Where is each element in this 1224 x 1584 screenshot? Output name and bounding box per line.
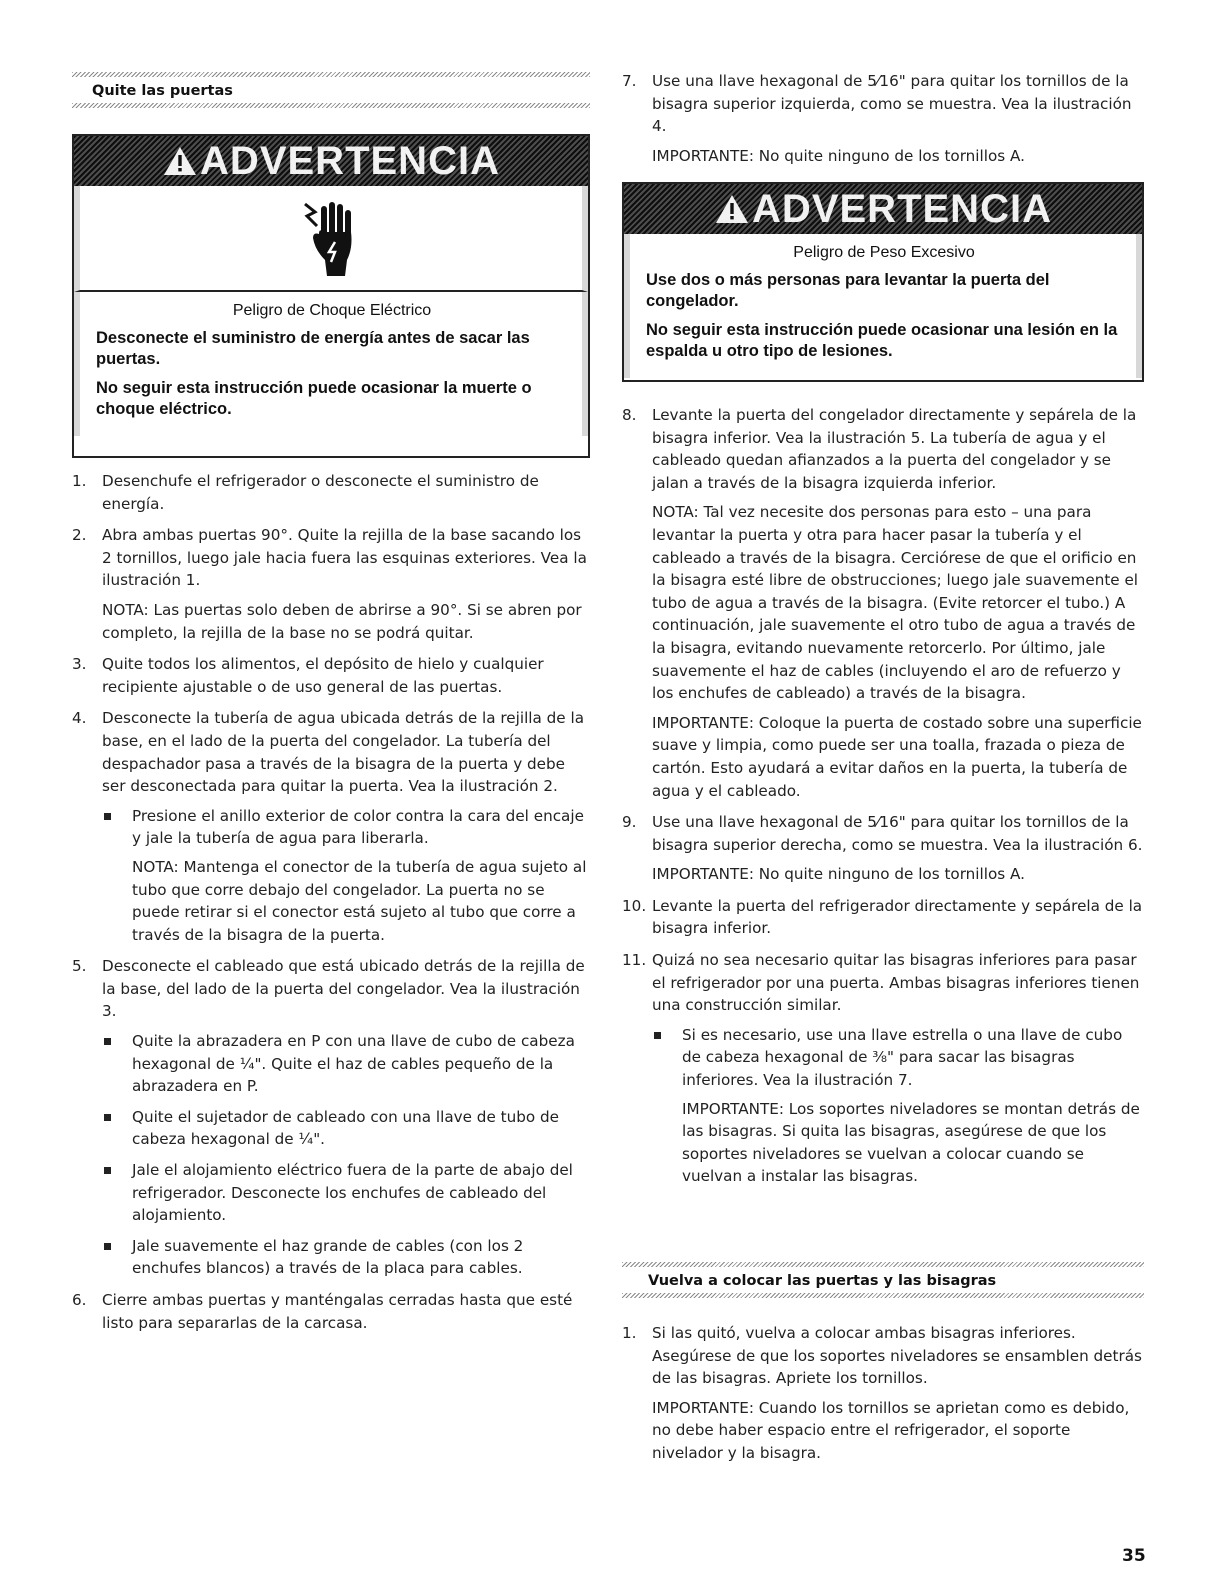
step-note: IMPORTANTE: Coloque la puerta de costado sobre una superficie suave y limpia, como puede ser una toalla, frazada o pieza de cartón. Esto ayudará a evitar daños en la puerta, la tubería de agua y el cableado. [652, 713, 1142, 800]
step-item [72, 653, 590, 698]
warning-banner-text: ADVERTENCIA [200, 138, 500, 183]
step-item [72, 955, 590, 1280]
step-item [72, 470, 590, 515]
step-text: Desconecte el cableado que está ubicado detrás de la rejilla de la base, del lado de la puerta del congelador. Vea la ilustración 3. [102, 957, 585, 1021]
bullet-item [102, 805, 590, 947]
bullet-note: IMPORTANTE: Los soportes niveladores se montan detrás de las bisagras. Si quita las bisagras, asegúrese de que los soportes niveladores se vuelvan a colocar cuando se vuelvan a instalar las bisagras. [682, 1099, 1140, 1186]
bullet-text: Quite el sujetador de cableado con una llave de tubo de cabeza hexagonal de ¼". [132, 1107, 559, 1149]
step-item [72, 1289, 590, 1334]
bullet-item [102, 1159, 590, 1227]
steps-list-left [72, 470, 590, 1343]
step-item [72, 524, 590, 644]
electric-shock-hand-icon [74, 186, 588, 292]
step-item [622, 895, 1144, 940]
step-number: 11. [622, 951, 647, 970]
step-number: 2. [72, 526, 87, 545]
bullet-list [652, 1024, 1144, 1188]
step-text: Quite todos los alimentos, el depósito de hielo y cualquier recipiente ajustable o de uso general de las puertas. [102, 655, 544, 696]
step-text: Quizá no sea necesario quitar las bisagras inferiores para pasar el refrigerador por una puerta. Ambas bisagras inferiores tienen una construcción similar. [652, 951, 1140, 1015]
steps-list-right-mid [622, 404, 1144, 1197]
step-number: 5. [72, 957, 87, 976]
step-note: NOTA: Las puertas solo deben de abrirse a 90°. Si se abren por completo, la rejilla de la base no se podrá quitar. [102, 600, 582, 642]
step-item [622, 70, 1144, 167]
bullet-text: Quite la abrazadera en P con una llave de cubo de cabeza hexagonal de ¼". Quite el haz de cables pequeño de la abrazadera en P. [132, 1032, 575, 1096]
page-number: 35 [1122, 1546, 1146, 1566]
step-note: IMPORTANTE: Cuando los tornillos se aprietan como es debido, no debe haber espacio entre el refrigerador, el soporte nivelador y la bisagra. [652, 1398, 1130, 1462]
section-title: Quite las puertas [92, 83, 233, 99]
bullet-text: Jale el alojamiento eléctrico fuera de la parte de abajo del refrigerador. Desconecte los enchufes de cableado del alojamiento. [132, 1161, 573, 1225]
warning-body [624, 234, 1142, 378]
step-number: 4. [72, 709, 87, 728]
bullet-note: NOTA: Mantenga el conector de la tubería de agua sujeto al tubo que corre debajo del congelador. La puerta no se puede retirar si el conector está sujeto al tubo que corre a través de la bisagra de la puerta. [132, 857, 587, 944]
warning-box-electric [72, 134, 590, 458]
step-text: Use una llave hexagonal de 5⁄16" para quitar los tornillos de la bisagra superior izquierda, como se muestra. Vea la ilustración 4. [652, 72, 1132, 136]
steps-list-right-top [622, 70, 1144, 176]
step-note: IMPORTANTE: No quite ninguno de los tornillos A. [652, 146, 1025, 165]
warning-triangle-icon [162, 145, 198, 177]
steps-list-right-bottom [622, 1322, 1144, 1474]
section-header-reinstall [622, 1262, 1144, 1298]
step-text: Desenchufe el refrigerador o desconecte el suministro de energía. [102, 472, 539, 513]
step-text: Levante la puerta del refrigerador directamente y sepárela de la bisagra inferior. [652, 896, 1143, 938]
bullet-list [102, 805, 590, 947]
step-text: Si las quitó, vuelva a colocar ambas bisagras inferiores. Asegúrese de que los soportes niveladores se ensamblen detrás de las bisagras. Apriete los tornillos. [652, 1324, 1142, 1388]
step-number: 3. [72, 655, 87, 674]
warning-banner-text: ADVERTENCIA [752, 186, 1052, 231]
step-number: 7. [622, 72, 637, 90]
bullet-item [652, 1024, 1144, 1188]
warning-consequence: No seguir esta instrucción puede ocasionar una lesión en la espalda u otro tipo de lesiones. [646, 321, 1118, 360]
step-number: 6. [72, 1291, 87, 1309]
warning-triangle-icon [714, 193, 750, 225]
warning-banner [74, 136, 588, 186]
bullet-list [102, 1030, 590, 1280]
warning-subtitle: Peligro de Peso Excesivo [793, 244, 975, 261]
step-item [622, 404, 1144, 802]
step-number: 8. [622, 406, 637, 424]
step-text: Levante la puerta del congelador directamente y sepárela de la bisagra inferior. Vea la ilustración 5. La tubería de agua y el cableado quedan afianzados a la puerta del congelador y se jalan a través de la bisagra izquierda inferior. [652, 406, 1137, 492]
step-note: IMPORTANTE: No quite ninguno de los tornillos A. [652, 865, 1025, 884]
step-number: 1. [622, 1324, 637, 1342]
step-item [622, 949, 1144, 1188]
bullet-text: Si es necesario, use una llave estrella o una llave de cubo de cabeza hexagonal de ⅜" para sacar las bisagras inferiores. Vea la ilustración 7. [682, 1025, 1123, 1090]
step-number: 9. [622, 813, 637, 832]
bullet-item [102, 1235, 590, 1280]
bullet-text: Jale suavemente el haz grande de cables (con los 2 enchufes blancos) a través de la placa para cables. [132, 1236, 524, 1278]
step-item [72, 707, 590, 946]
step-text: Use una llave hexagonal de 5⁄16" para quitar los tornillos de la bisagra superior derecha, como se muestra. Vea la ilustración 6. [652, 813, 1143, 854]
step-text: Cierre ambas puertas y manténgalas cerradas hasta que esté listo para separarlas de la carcasa. [102, 1291, 573, 1332]
warning-instruction: Desconecte el suministro de energía antes de sacar las puertas. [96, 329, 530, 368]
bullet-item [102, 1106, 590, 1151]
step-number: 10. [622, 896, 647, 915]
warning-box-weight [622, 182, 1144, 382]
bullet-text: Presione el anillo exterior de color contra la cara del encaje y jale la tubería de agua para liberarla. [132, 806, 584, 848]
warning-body [74, 292, 588, 436]
section-header-remove-doors [72, 72, 590, 108]
step-text: Desconecte la tubería de agua ubicada detrás de la rejilla de la base, en el lado de la puerta del congelador. La tubería del despachador pasa a través de la bisagra de la puerta y debe ser desconectada para quitar la puerta. Vea la ilustración 2. [102, 709, 584, 796]
warning-instruction: Use dos o más personas para levantar la puerta del congelador. [646, 271, 1050, 310]
warning-banner [624, 184, 1142, 234]
step-note: NOTA: Tal vez necesite dos personas para esto – una para levantar la puerta y otra para hacer pasar la tubería y el cableado a través de la bisagra. Cerciórese de que el orificio en la bisagra esté libre de obstrucciones; luego jale suavemente el tubo de agua a través de la bisagra. (Evite retorcer el tubo.) A continuación, jale suavemente el otro tubo de agua a través de la bisagra, evitando nuevamente retorcerlo. Por último, jale suavemente el haz de cables (incluyendo el aro de refuerzo y los enchufes de cableado) a través de la bisagra. [652, 503, 1139, 703]
step-item [622, 811, 1144, 886]
warning-subtitle: Peligro de Choque Eléctrico [232, 302, 432, 319]
step-text: Abra ambas puertas 90°. Quite la rejilla de la base sacando los 2 tornillos, luego jale hacia fuera las esquinas exteriores. Vea la ilustración 1. [102, 526, 587, 590]
step-number: 1. [72, 472, 87, 490]
bullet-item [102, 1030, 590, 1098]
step-item [622, 1322, 1144, 1465]
section-title: Vuelva a colocar las puertas y las bisagras [648, 1273, 997, 1289]
warning-consequence: No seguir esta instrucción puede ocasionar la muerte o choque eléctrico. [96, 379, 532, 418]
